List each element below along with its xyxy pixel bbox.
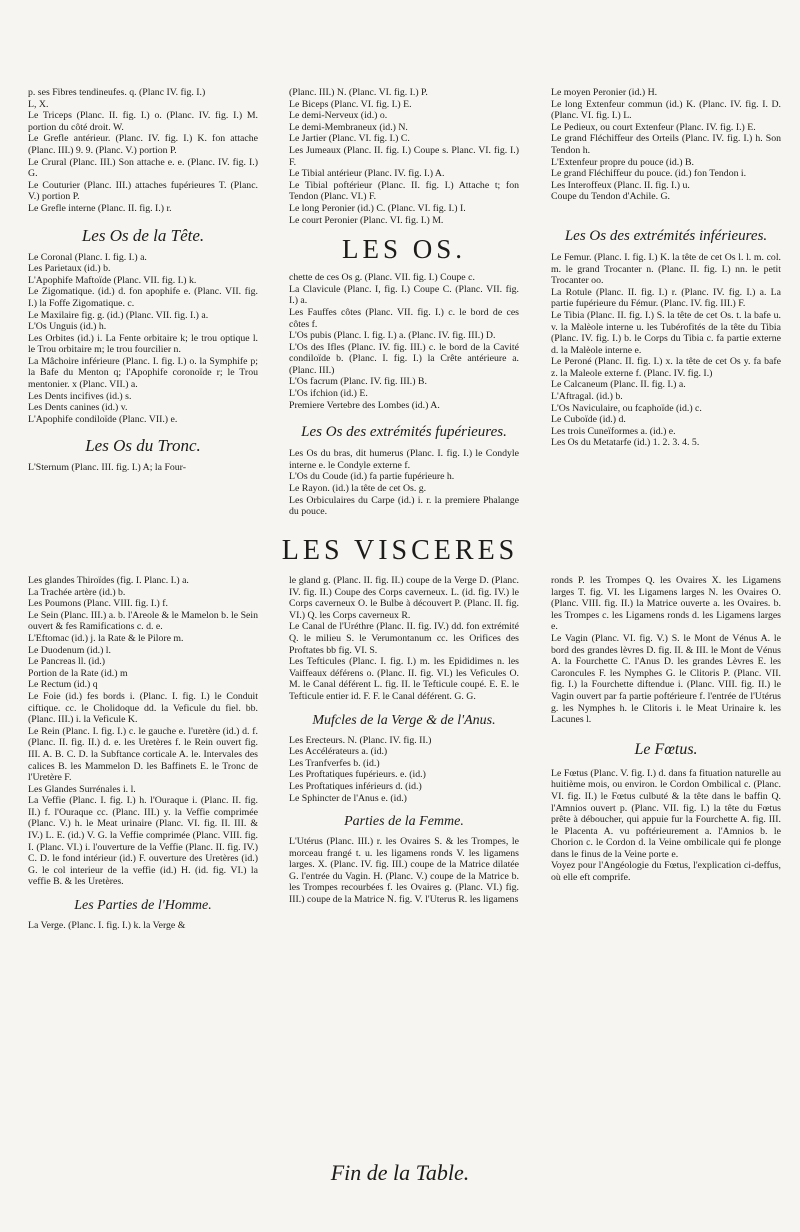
section-heading-viscera: LES VISCERES	[281, 535, 519, 566]
entry-line: Les Orbites (id.) i. La Fente orbitaire k; le trou optique l. le Trou orbitaire m; le trou fourcilier n.	[28, 332, 258, 356]
top-col1-post2	[28, 462, 258, 474]
top-col1-pre	[28, 87, 258, 215]
entry-line: Voyez pour l'Angéologie du Fœtus, l'explication ci-deffus, où elle eft comprife.	[551, 860, 781, 884]
entry-line: L'Apophife condiloïde (Planc. VII.) e.	[28, 413, 178, 425]
entry-line: Le long Extenfeur commun (id.) K. (Planc. IV. fig. I. D. (Planc. VI. fig. I.) L.	[551, 98, 781, 122]
bottom-col1-post	[28, 920, 258, 932]
top-col3-pre	[551, 87, 781, 203]
entry-line: Les Jumeaux (Planc. II. fig. I.) Coupe s. Planc. VI. fig. I.) F.	[289, 144, 519, 168]
entry-line: Le moyen Peronier (id.) H.	[551, 87, 658, 98]
bottom-col3-post	[551, 768, 781, 884]
entry-line: L'Eftomac (id.) j. la Rate & le Pilore m.	[28, 632, 184, 644]
entry-line: Le Foie (id.) fes bords i. (Planc. I. fig. I.) le Conduit ciftique. cc. le Cholidoque dd. la Veficule du fiel. bb. (Planc. III.) i. la Veficule K.	[28, 690, 258, 726]
entry-line: Le Grefle antérieur. (Planc. IV. fig. I.) K. fon attache (Planc. III.) 9. 9. (Planc. V.) portion P.	[28, 133, 258, 156]
entry-line: L, X.	[28, 98, 49, 110]
entry-line: L'Os Naviculaire, ou fcaphoïde (id.) c.	[551, 402, 702, 414]
entry-line: Le Peroné (Planc. II. fig. I.) x. la tête de cet Os y. fa bafe z. la Maleole externe f. (Planc. IV. fig. I.)	[551, 356, 781, 379]
entry-line: L'Aftragal. (id.) b.	[551, 391, 623, 403]
entry-line: Le Jartier (Planc. VI. fig. I.) C.	[289, 133, 410, 145]
entry-line: Les Os du Metatarfe (id.) 1. 2. 3. 4. 5.	[551, 437, 700, 449]
entry-line: L'Extenfeur propre du pouce (id.) B.	[551, 156, 694, 168]
entry-line: L'Sternum (Planc. III. fig. I.) A; la Four-	[28, 462, 187, 474]
entry-line: Le long Peronier (id.) C. (Planc. VI. fig. I.) I.	[289, 202, 466, 214]
bottom-column-2	[289, 575, 519, 906]
entry-line: Le Tibial antérieur (Planc. IV. fig. I.) A.	[289, 168, 445, 180]
entry-line: L'Os ifchion (id.) E.	[289, 388, 368, 400]
entry-line: Les trois Cuneïformes a. (id.) e.	[551, 425, 676, 437]
section-heading-genital-muscles: Mufcles de la Verge & de l'Anus.	[312, 712, 496, 728]
entry-line: Les glandes Thiroïdes (fig. I. Planc. I.) a.	[28, 575, 189, 586]
entry-line: Les Poumons (Planc. VIII. fig. I.) f.	[28, 598, 168, 610]
top-col2-pre	[289, 87, 519, 226]
entry-line: Les Tefticules (Planc. I. fig. I.) m. les Epididimes n. les Vaiffeaux déférens o. (Planc. II. fig. VI.) les Veficules O. M. le Canal déférent L. fig. II. le Tefticule coupé. E. E. le Tefticule entier id. F. F. le Canal déférent. G. G.	[289, 656, 519, 702]
entry-line: Le Pedieux, ou court Extenfeur (Planc. IV. fig. I.) E.	[551, 121, 756, 133]
entry-line: Les Tranfverfes b. (id.)	[289, 757, 380, 769]
bottom-column-3	[551, 575, 781, 884]
entry-line: La Trachée artère (id.) b.	[28, 586, 126, 598]
entry-line: p. ses Fibres tendineufes. q. (Planc IV. fig. I.)	[28, 87, 206, 98]
entry-line: Les Dents canines (id.) v.	[28, 402, 128, 414]
entry-line: Les Parietaux (id.) b.	[28, 263, 111, 275]
entry-line: La Mâchoire inférieure (Planc. I. fig. I.) o. la Symphife p; la Bafe du Menton q; l'Apophife coronoïde r; le Trou mentonier. x (Planc. VII.) a.	[28, 355, 258, 391]
bottom-col1-text	[28, 575, 258, 888]
entry-line: Les Interoffeux (Planc. II. fig. I.) u.	[551, 179, 690, 191]
section-heading-female-parts: Parties de la Femme.	[344, 814, 464, 830]
top-column-1	[28, 87, 258, 474]
entry-line: Le Rectum (id.) q	[28, 679, 98, 691]
entry-line: Le Couturier (Planc. III.) attaches fupérieures T. (Planc. V.) portion P.	[28, 179, 258, 203]
bottom-col2-post2	[289, 836, 519, 906]
bottom-column-1	[28, 575, 258, 932]
entry-line: Le Sein (Planc. III.) a. b. l'Areole & le Mamelon b. le Sein ouvert & fes Ramifications c. d. e.	[28, 609, 258, 633]
end-of-table-footer: Fin de la Table.	[330, 1160, 470, 1185]
entry-line: Les Accélérateurs a. (id.)	[289, 746, 388, 758]
entry-line: Le Rein (Planc. I. fig. I.) c. le gauche e. l'uretère (id.) d. f. (Planc. II. fig. II.) d. e. les Uretères f. le Rein ouvert fig. III. A. B. C. D. la Subftance corticale A. le. Intervales des calices B. les Mammelon D. les Baffinets E. le Tronc de l'Uretère F.	[28, 725, 258, 784]
entry-line: Le Coronal (Planc. I. fig. I.) a.	[28, 251, 147, 263]
entry-line: La Rotule (Planc. II. fig. I.) r. (Planc. IV. fig. I.) a. La partie fupérieure du Fémur. (Planc. IV. fig. III.) F.	[551, 286, 781, 310]
entry-line: Le Pancreas ll. (id.)	[28, 656, 105, 668]
entry-line: L'Os Unguis (id.) h.	[28, 321, 107, 333]
entry-line: Les Dents incifives (id.) s.	[28, 390, 132, 402]
entry-line: Le Rayon. (id.) la tête de cet Os. g.	[289, 483, 427, 495]
entry-line: (Planc. III.) N. (Planc. VI. fig. I.) P.	[289, 87, 428, 98]
section-heading-lower-extremities: Les Os des extrémités inférieures.	[564, 227, 768, 244]
entry-line: La Verge. (Planc. I. fig. I.) k. la Verge &	[28, 920, 186, 932]
top-col1-post	[28, 252, 258, 426]
entry-line: La Clavicule (Planc. I, fig. I.) Coupe C. (Planc. VII. fig. I.) a.	[289, 283, 519, 307]
entry-line: Les Glandes Surrénales i. l.	[28, 783, 136, 795]
section-heading-upper-extremities: Les Os des extrémités fupérieures.	[301, 424, 507, 441]
entry-line: Le Vagin (Planc. VI. fig. V.) S. le Mont de Vénus A. le bord des grandes lèvres D. fig. II. & III. le Mont de Vénus A. la Fourchette C. l'Anus D. les grandes Lèvres E. les Caroncules F. les Nymphes G. le Clitoris P. (Planc. VII. fig. I.) la Fourchette diftendue i. (Planc. VIII. fig. II.) le Vagin ouvert par fa partie poftérieure f. l'entrée de l'Utérus g. les Nymphes h. le Clitoris i. le Meat Urinaire k. les Lacunes l.	[551, 632, 781, 726]
entry-line: Le Femur. (Planc. I. fig. I.) K. la tête de cet Os l. l. m. col. m. le grand Trocanter n. (Planc. II. fig. I.) nn. le petit Trocanter oo.	[551, 251, 781, 287]
top-column-2	[289, 87, 519, 518]
bottom-col2-text	[289, 575, 519, 703]
entry-line: Le Maxilaire fig. g. (id.) (Planc. VII. fig. I.) a.	[28, 309, 209, 321]
entry-line: Le Grefle interne (Planc. II. fig. I.) r.	[28, 202, 172, 214]
entry-line: Le Sphincter de l'Anus e. (id.)	[289, 792, 407, 804]
bottom-col2-post	[289, 735, 519, 805]
entry-line: Coupe du Tendon d'Achile. G.	[551, 191, 670, 203]
section-heading-male-parts: Les Parties de l'Homme.	[74, 898, 212, 914]
entry-line: Les Orbiculaires du Carpe (id.) i. r. la premiere Phalange du pouce.	[289, 494, 519, 518]
entry-line: Le Crural (Planc. III.) Son attache e. e. (Planc. IV. fig. I.) G.	[28, 156, 258, 180]
section-heading-fetus: Le Fœtus.	[634, 740, 698, 758]
entry-line: Le Duodenum (id.) l.	[28, 644, 111, 656]
top-col2-post	[289, 272, 519, 411]
entry-line: L'Os facrum (Planc. IV. fig. III.) B.	[289, 376, 427, 388]
entry-line: Le Tibial poftérieur (Planc. II. fig. I.) Attache t; fon Tendon (Planc. VI.) F.	[289, 179, 519, 203]
bottom-col3-text	[551, 575, 781, 726]
entry-line: L'Os du Coude (id.) fa partie fupérieure h.	[289, 471, 455, 483]
entry-line: ronds P. les Trompes Q. les Ovaires X. les Ligamens larges T. fig. VI. les Ligamens larges N. les Ovaires O. (Planc. VIII. fig. II.) la Matrice ouverte a. les Ovaires. b. les Trompes c. les Ligamens ronds d. les Ligamens larges e.	[551, 575, 781, 633]
entry-line: chette de ces Os g. (Planc. VII. fig. I.) Coupe c.	[289, 272, 475, 284]
entry-line: Le court Peronier (Planc. VI. fig. I.) M.	[289, 214, 444, 226]
entry-line: L'Os des Ifles (Planc. IV. fig. III.) c. le bord de la Cavité condiloïde b. (Planc. I. fig. I.) la Crête antérieure a. (Planc. III.)	[289, 341, 519, 376]
entry-line: Le Cuboïde (id.) d.	[551, 414, 626, 426]
top-column-3	[551, 87, 781, 449]
entry-line: Les Proftatiques inférieurs d. (id.)	[289, 780, 422, 792]
section-heading-head-bones: Les Os de la Tête.	[81, 225, 205, 245]
section-heading-trunk-bones: Les Os du Tronc.	[85, 436, 201, 456]
entry-line: Le grand Fléchiffeur des Orteils (Planc. IV. fig. I.) h. Son Tendon h.	[551, 133, 781, 156]
entry-line: L'Os pubis (Planc. I. fig. I.) a. (Planc. IV. fig. III.) D.	[289, 330, 496, 342]
entry-line: Le Tibia (Planc. II. fig. I.) S. la tête de cet Os. t. la bafe u. v. la Malèole interne u. les Tubérofités de la tête du Tibia (Planc. IV. fig. I.) b. le Corps du Tibia c. fa partie externe d. la Malèole interne e.	[551, 309, 781, 356]
section-heading-bones: LES OS.	[341, 234, 467, 265]
entry-line: Les Erecteurs. N. (Planc. IV. fig. II.)	[289, 734, 432, 746]
entry-line: L'Apophife Maftoïde (Planc. VII. fig. I.) k.	[28, 274, 197, 286]
entry-line: Le Triceps (Planc. II. fig. I.) o. (Planc. IV. fig. I.) M. portion du côté droit. W.	[28, 110, 258, 133]
entry-line: Les Proftatiques fupérieurs. e. (id.)	[289, 769, 426, 781]
entry-line: Les Os du bras, dit humerus (Planc. I. fig. I.) le Condyle interne e. le Condyle externe f.	[289, 448, 519, 471]
entry-line: Le Biceps (Planc. VI. fig. I.) E.	[289, 98, 412, 110]
entry-line: Le Calcaneum (Planc. II. fig. I.) a.	[551, 379, 686, 391]
top-col2-post2	[289, 448, 519, 518]
entry-line: La Veffie (Planc. I. fig. I.) h. l'Ouraque i. (Planc. II. fig. II.) f. l'Ouraque cc. (Planc. III.) y. la Veffie comprimée (Planc. V.) h. le Meat urinaire (Planc. VI. fig. II. III. & IV.) L. E. (id.) V. G. la Veffie comprimée (Planc. VIII. fig. I. (Planc. VI.) i. l'ouverture de la Veffie (Planc. II. fig. IV.) C. D. le fond intérieur (id.) F. ouverture des Uretères (id.) G. le col interieur de la veffie (id.) H. (id. fig. VI.) la veffie B. & les Uretères.	[28, 795, 258, 888]
entry-line: Premiere Vertebre des Lombes (id.) A.	[289, 399, 440, 411]
entry-line: Le Zigomatique. (id.) d. fon apophife e. (Planc. VII. fig. I.) la Foffe Zigomatique. c.	[28, 286, 258, 309]
entry-line: Le Fœtus (Planc. V. fig. I.) d. dans fa fituation naturelle au huitième mois, ou environ. le Cordon Ombilical c. (Planc. VI. fig. II.) le Fœtus culbuté & la tête dans le baffin Q. l'Amnios ouvert p. (Planc. VII. fig. I.) la tête du Fœtus prête à déboucher, qui appuie fur la Fourchette A. fig. III. le Placenta A. vu poftérieurement a. l'Amnios b. le Chorion c. le Cordon d. la Veine ombilicale qui fe plonge dans le finus de la Veine porte e.	[551, 767, 781, 860]
entry-line: L'Utérus (Planc. III.) r. les Ovaires S. & les Trompes, le morceau frangé t. u. les ligamens ronds V. les ligamens larges. X. (Planc. IV. fig. III.) coupe de la Matrice dilatée G. l'entrée du Vagin. H. (Planc. V.) coupe de la Matrice b. les Trompes recourbées f. les Ovaires g. (Planc. VI.) fig. III.) coupe de la Matrice N. fig. V. l'Uterus R. les ligamens	[289, 836, 519, 906]
entry-line: Portion de la Rate (id.) m	[28, 667, 128, 679]
entry-line: Les Fauffes côtes (Planc. VII. fig. I.) c. le bord de ces côtes f.	[289, 306, 519, 330]
entry-line: Le demi-Membraneux (id.) N.	[289, 121, 408, 133]
entry-line: Le demi-Nerveux (id.) o.	[289, 110, 388, 122]
entry-line: le gland g. (Planc. II. fig. II.) coupe de la Verge D. (Planc. IV. fig. II.) Coupe des Corps caverneux. L. (id. fig. IV.) le Corps caverneux O. le Bulbe à découvert P. (Planc. II. fig. VI.) Q. les Corps caverneux R.	[289, 575, 519, 621]
top-col3-post	[551, 252, 781, 449]
entry-line: Le grand Fléchiffeur du pouce. (id.) fon Tendon i.	[551, 168, 747, 180]
entry-line: Le Canal de l'Uréthre (Planc. II. fig. IV.) dd. fon extrémité Q. le milieu S. le Verumontanum cc. les Orifices des Proftates bb fig. VI. S.	[289, 621, 519, 656]
